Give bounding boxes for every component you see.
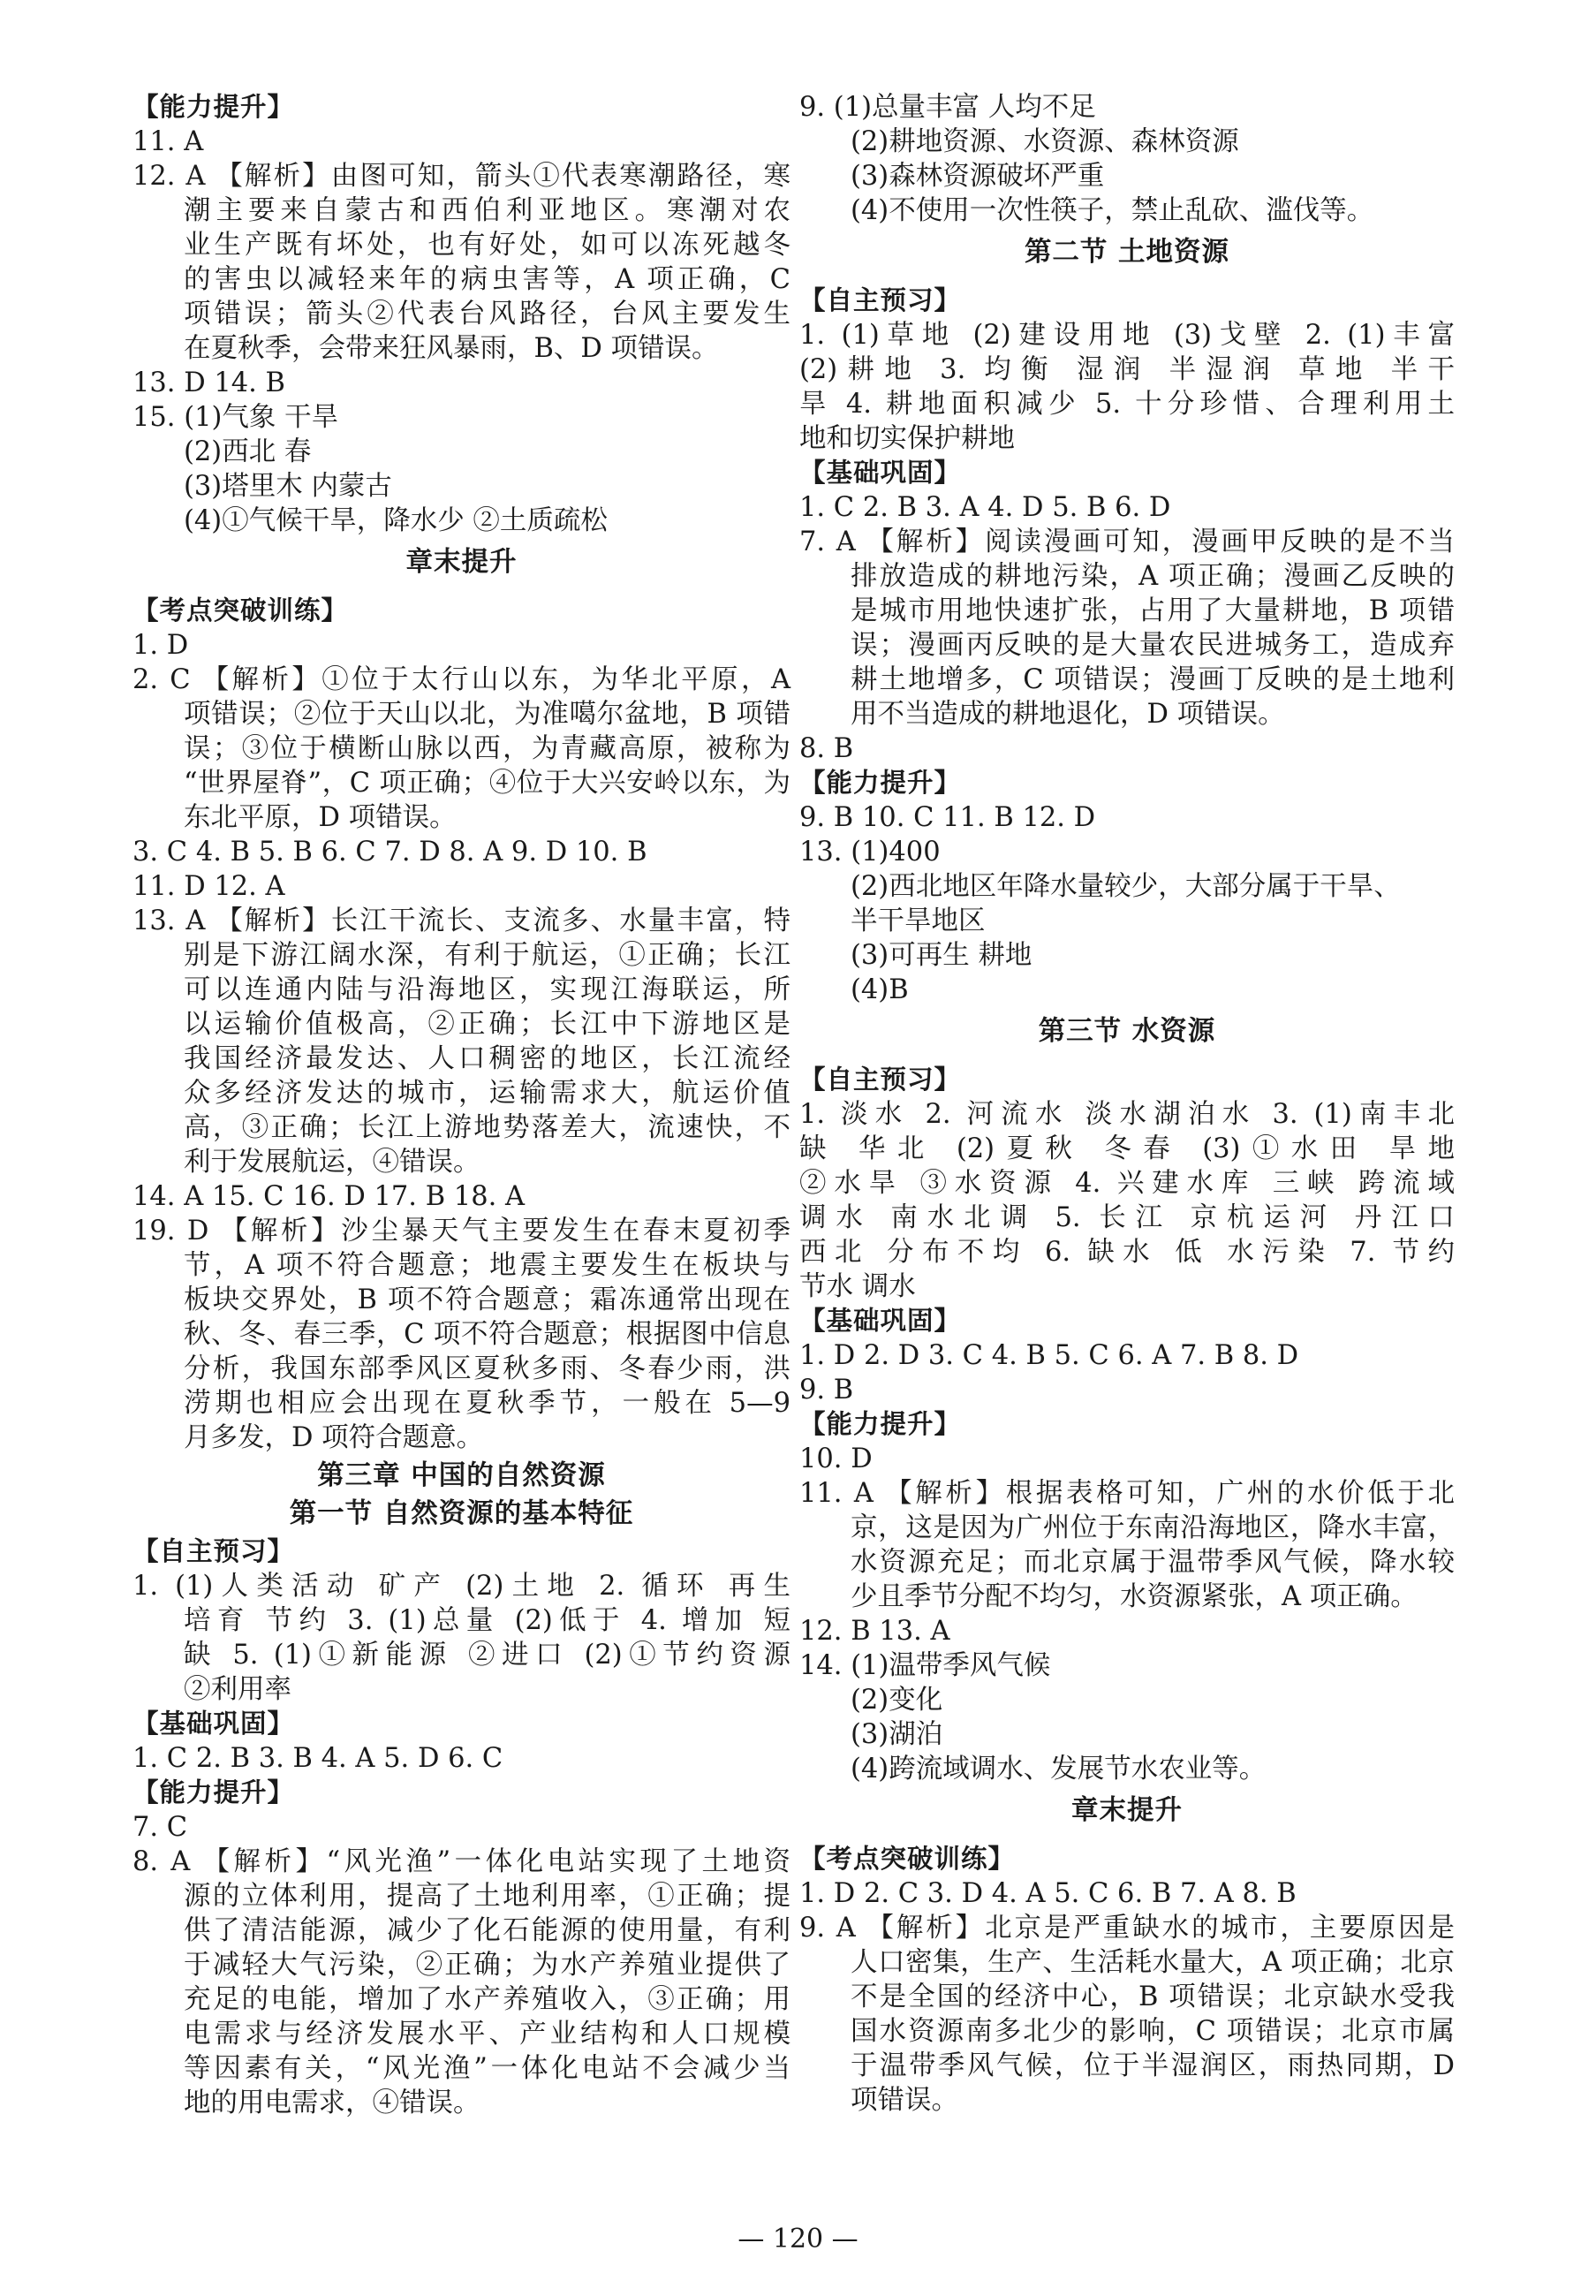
answer-line: 误；③位于横断山脉以西，为青藏高原，被称为 [184, 733, 790, 764]
answer-line: 8. B [799, 733, 854, 764]
section-tag: 【能力提升】 [132, 92, 295, 122]
answer-line: 众多经济发达的城市，运输需求大，航运价值 [184, 1078, 790, 1109]
answer-line: 12. A 【解析】由图可知，箭头①代表寒潮路径，寒 [132, 161, 790, 192]
answer-line: 等因素有关，“风光渔”一体化电站不会减少当 [184, 2053, 790, 2084]
answer-line: (4)跨流域调水、发展节水农业等。 [851, 1754, 1267, 1785]
answer-line: 板块交界处，B 项不符合题意；霜冻通常出现在 [184, 1284, 790, 1315]
answer-line: 10. D [799, 1444, 873, 1474]
answer-line: 项错误；②位于天山以北，为准噶尔盆地，B 项错 [184, 699, 790, 730]
section-tag: 【考点突破训练】 [799, 1844, 1016, 1874]
section-tag: 【基础巩固】 [132, 1709, 295, 1739]
answer-line: 7. A 【解析】阅读漫画可知，漫画甲反映的是不当 [799, 527, 1455, 557]
answer-line: 11. D 12. A [132, 871, 285, 902]
answer-line: 月多发，D 项符合题意。 [184, 1422, 484, 1453]
answer-line: 缺 华北 (2)夏秋 冬春 (3)①水田 旱地 [799, 1133, 1455, 1164]
answer-line: 9. B [799, 1375, 854, 1406]
answer-line: 京，这是因为广州位于东南沿海地区，降水丰富， [851, 1512, 1455, 1543]
answer-line: 电需求与经济发展水平、产业结构和人口规模 [184, 2019, 790, 2050]
answer-line: 人口密集，生产、生活耗水量大，A 项正确；北京 [851, 1947, 1455, 1978]
section-tag: 【基础巩固】 [799, 1306, 962, 1336]
answer-line: 14. A 15. C 16. D 17. B 18. A [132, 1181, 526, 1212]
answer-line: 的害虫以减轻来年的病虫害等，A 项正确，C [184, 264, 790, 295]
answer-line: 9. B 10. C 11. B 12. D [799, 802, 1096, 833]
answer-line: (2)西北地区年降水量较少，大部分属于干旱、 [851, 871, 1401, 902]
answer-line: 排放造成的耕地污染，A 项正确；漫画乙反映的 [851, 561, 1455, 592]
answer-line: 秋、冬、春三季，C 项不符合题意；根据图中信息 [184, 1319, 790, 1350]
section-tag: 【考点突破训练】 [132, 595, 349, 625]
page-number: — 120 — [737, 2224, 859, 2254]
answer-line: 西北 分布不均 6. 缺水 低 水污染 7. 节约 [799, 1237, 1455, 1268]
answer-line: 项错误；箭头②代表台风路径，台风主要发生 [184, 299, 790, 330]
section-tag: 【能力提升】 [799, 768, 962, 798]
answer-line: 地和切实保护耕地 [799, 423, 1015, 454]
section-heading: 第三节 水资源 [1038, 1016, 1216, 1047]
answer-line: 1. D 2. C 3. D 4. A 5. C 6. B 7. A 8. B [799, 1878, 1297, 1909]
answer-line: 地的用电需求，④错误。 [184, 2088, 480, 2118]
chapter-heading: 第三章 中国的自然资源 [317, 1460, 606, 1491]
answer-line: 调水 南水北调 5. 长江 京杭运河 丹江口 [799, 1202, 1455, 1233]
section-tag: 【能力提升】 [132, 1777, 295, 1807]
answer-line: 1. D 2. D 3. C 4. B 5. C 6. A 7. B 8. D [799, 1340, 1299, 1371]
right-column [799, 90, 1455, 2118]
answer-line: 项错误。 [851, 2085, 958, 2116]
section-tag: 【自主预习】 [799, 1065, 962, 1095]
answer-line: (2)西北 春 [184, 436, 312, 467]
answer-line: 14. (1)温带季风气候 [799, 1650, 1051, 1681]
section-heading: 第二节 土地资源 [1024, 237, 1230, 268]
answer-line: 11. A [132, 126, 204, 157]
answer-line: 1. 淡水 2. 河流水 淡水湖泊水 3. (1)南丰北 [799, 1099, 1455, 1130]
answer-line: 别是下游江阔水深，有利于航运，①正确；长江 [184, 940, 790, 971]
answer-line: 3. C 4. B 5. B 6. C 7. D 8. A 9. D 10. B [132, 837, 647, 868]
answer-line: 少且季节分配不均匀，水资源紧张，A 项正确。 [851, 1581, 1418, 1612]
answer-line: 于减轻大气污染，②正确；为水产养殖业提供了 [184, 1950, 790, 1981]
answer-line: (3)森林资源破坏严重 [851, 161, 1105, 192]
section-tag: 【基础巩固】 [799, 458, 962, 488]
answer-line: 1. D [132, 630, 189, 661]
answer-line: (2)变化 [851, 1685, 943, 1716]
answer-line: (4)B [851, 974, 909, 1005]
answer-line: 充足的电能，增加了水产养殖收入，③正确；用 [184, 1984, 790, 2015]
section-heading: 第一节 自然资源的基本特征 [289, 1498, 634, 1529]
answer-line: 2. C 【解析】①位于太行山以东，为华北平原，A [132, 664, 790, 695]
answer-line: 9. A 【解析】北京是严重缺水的城市，主要原因是 [799, 1913, 1455, 1944]
answer-line: (4)不使用一次性筷子，禁止乱砍、滥伐等。 [851, 195, 1374, 226]
answer-line: 耕土地增多，C 项错误；漫画丁反映的是土地利 [851, 664, 1455, 695]
answer-line: 是城市用地快速扩张，占用了大量耕地，B 项错 [851, 595, 1455, 626]
answer-line: 可以连通内陆与沿海地区，实现江海联运，所 [184, 974, 790, 1005]
answer-line: 水资源充足；而北京属于温带季风气候，降水较 [851, 1547, 1455, 1578]
answer-line: 8. A 【解析】“风光渔”一体化电站实现了土地资 [132, 1846, 790, 1877]
answer-line: 1. C 2. B 3. B 4. A 5. D 6. C [132, 1743, 503, 1774]
answer-line: 15. (1)气象 干旱 [132, 402, 339, 433]
answer-line: (3)可再生 耕地 [851, 940, 1032, 971]
answer-line: 节水 调水 [799, 1271, 916, 1302]
answer-line: 13. D 14. B [132, 368, 285, 398]
answer-line: 利于发展航运，④错误。 [184, 1147, 480, 1178]
answer-line: 19. D 【解析】沙尘暴天气主要发生在春末夏初季 [132, 1216, 790, 1247]
section-heading: 章末提升 [405, 547, 518, 578]
answer-line: “世界屋脊”，C 项正确；④位于大兴安岭以东，为 [184, 768, 790, 799]
answer-line: 国水资源南多北少的影响，C 项错误；北京市属 [851, 2016, 1455, 2047]
section-heading: 章末提升 [1071, 1795, 1183, 1826]
answer-line: ②水旱 ③水资源 4. 兴建水库 三峡 跨流域 [799, 1168, 1455, 1199]
answer-line: 用不当造成的耕地退化，D 项错误。 [851, 699, 1285, 730]
section-tag: 【能力提升】 [799, 1409, 962, 1439]
answer-line: 1. (1)草地 (2)建设用地 (3)戈壁 2. (1)丰富 [799, 320, 1455, 351]
answer-line: (4)①气候干旱，降水少 ②土质疏松 [184, 505, 608, 536]
answer-line: (3)湖泊 [851, 1719, 943, 1750]
answer-line: 13. (1)400 [799, 837, 941, 868]
answer-line: 供了清洁能源，减少了化石能源的使用量，有利 [184, 1915, 790, 1946]
answer-line: ②利用率 [184, 1674, 291, 1705]
answer-line: 源的立体利用，提高了土地利用率，①正确；提 [184, 1881, 790, 1912]
answer-line: 培育 节约 3. (1)总量 (2)低于 4. 增加 短 [184, 1605, 790, 1636]
answer-line: 1. C 2. B 3. A 4. D 5. B 6. D [799, 492, 1171, 523]
answer-line: 7. C [132, 1812, 188, 1843]
answer-line: 缺 5. (1)①新能源 ②进口 (2)①节约资源 [184, 1640, 790, 1671]
answer-line: 在夏秋季，会带来狂风暴雨，B、D 项错误。 [184, 333, 719, 364]
answer-line: 潮主要来自蒙古和西伯利亚地区。寒潮对农 [184, 195, 790, 226]
answer-line: 旱 4. 耕地面积减少 5. 十分珍惜、合理利用土 [799, 389, 1455, 420]
answer-line: (3)塔里木 内蒙古 [184, 471, 392, 502]
answer-line: 13. A 【解析】长江干流长、支流多、水量丰富，特 [132, 906, 790, 936]
answer-line: 12. B 13. A [799, 1616, 950, 1647]
answer-line: 于温带季风气候，位于半湿润区，雨热同期，D [851, 2050, 1455, 2081]
answer-line: 节，A 项不符合题意；地震主要发生在板块与 [184, 1250, 790, 1281]
section-tag: 【自主预习】 [799, 285, 962, 315]
answer-line: (2)耕地资源、水资源、森林资源 [851, 126, 1239, 157]
answer-line: 9. (1)总量丰富 人均不足 [799, 92, 1096, 123]
answer-line: 东北平原，D 项错误。 [184, 802, 457, 833]
left-column [132, 90, 790, 2120]
answer-line: 半干旱地区 [851, 906, 986, 936]
section-tag: 【自主预习】 [132, 1536, 295, 1566]
answer-line: 1. (1)人类活动 矿产 (2)土地 2. 循环 再生 [132, 1571, 790, 1602]
answer-line: 误；漫画丙反映的是大量农民进城务工，造成弃 [851, 630, 1455, 661]
answer-line: (2)耕地 3. 均衡 湿润 半湿润 草地 半干 [799, 354, 1455, 385]
answer-line: 业生产既有坏处，也有好处，如可以冻死越冬 [184, 230, 790, 261]
answer-line: 高，③正确；长江上游地势落差大，流速快，不 [184, 1112, 790, 1143]
answer-line: 不是全国的经济中心，B 项错误；北京缺水受我 [851, 1982, 1455, 2012]
answer-line: 分析，我国东部季风区夏秋多雨、冬春少雨，洪 [184, 1353, 790, 1384]
answer-line: 涝期也相应会出现在夏秋季节，一般在 5—9 [184, 1388, 790, 1419]
answer-line: 以运输价值极高，②正确；长江中下游地区是 [184, 1009, 790, 1040]
answer-line: 我国经济最发达、人口稠密的地区，长江流经 [184, 1043, 790, 1074]
answer-line: 11. A 【解析】根据表格可知，广州的水价低于北 [799, 1478, 1455, 1509]
